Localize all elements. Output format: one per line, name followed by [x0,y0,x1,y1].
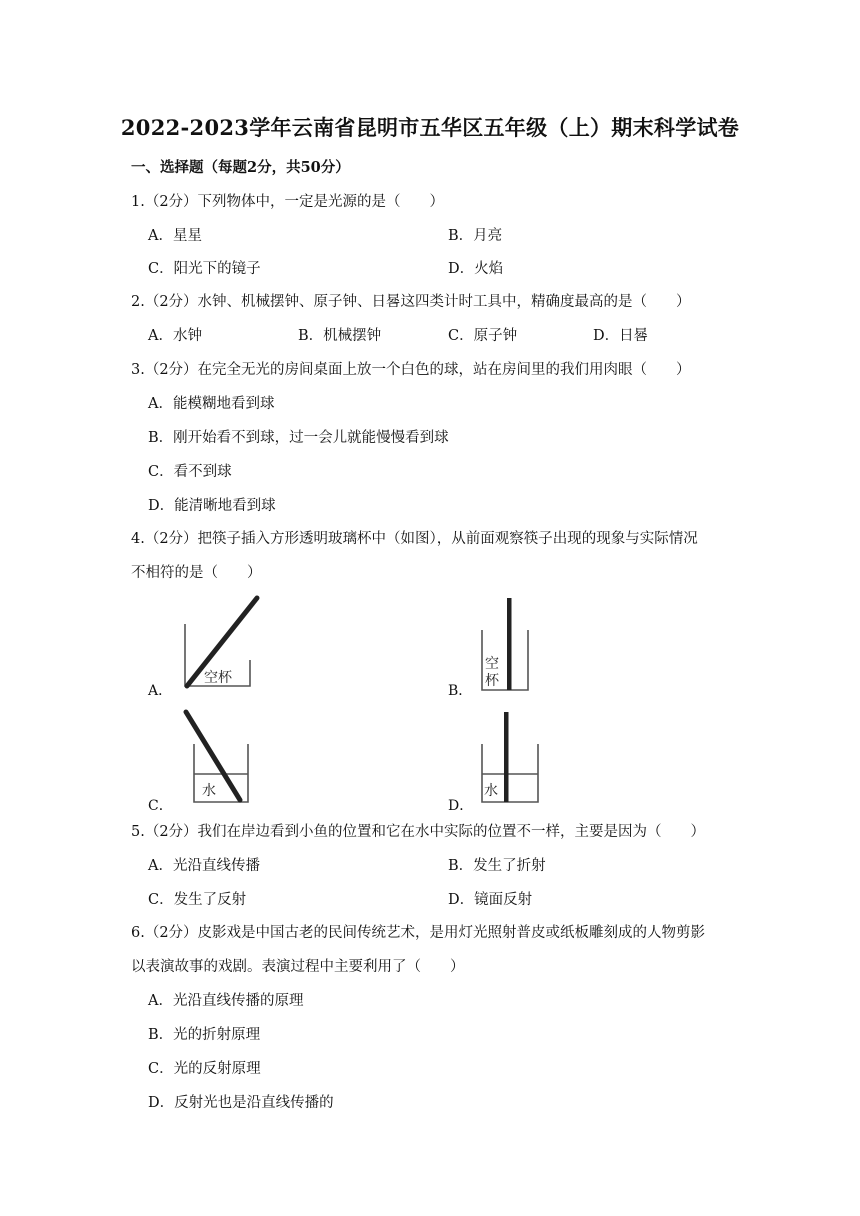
question-1-option-c[interactable]: C．阳光下的镜子 [148,261,261,277]
question-6-option-d[interactable]: D．反射光也是沿直线传播的 [148,1095,334,1111]
question-5-option-c[interactable]: C．发生了反射 [148,892,247,908]
question-1-option-a[interactable]: A．星星 [148,228,202,244]
question-2-option-b[interactable]: B．机械摆钟 [298,328,382,344]
question-4-option-c[interactable]: C． [148,798,173,814]
question-5-option-d[interactable]: D．镜面反射 [448,892,533,908]
question-4-stem-line-2: 不相符的是（ ） [131,565,262,581]
question-6-option-a[interactable]: A．光沿直线传播的原理 [148,993,304,1009]
question-2-option-d[interactable]: D．日晷 [593,328,649,344]
question-5-option-a[interactable]: A．光沿直线传播 [148,858,260,874]
question-3-option-c[interactable]: C．看不到球 [148,464,232,480]
question-4-option-b[interactable]: B． [448,683,473,699]
question-1-stem: 1.（2分）下列物体中，一定是光源的是（ ） [131,194,445,210]
question-4-option-a[interactable]: A． [148,683,173,699]
figure-b-label-top: 空 [485,656,499,672]
question-6-stem-line-1: 6.（2分）皮影戏是中国古老的民间传统艺术，是用灯光照射普皮或纸板雕刻成的人物剪影 [131,925,706,941]
question-6-option-c[interactable]: C．光的反射原理 [148,1061,261,1077]
question-4-stem-line-1: 4.（2分）把筷子插入方形透明玻璃杯中（如图），从前面观察筷子出现的现象与实际情况 [131,531,698,547]
question-6-stem-line-2: 以表演故事的戏剧。表演过程中主要利用了（ ） [131,959,465,975]
question-3-stem: 3.（2分）在完全无光的房间桌面上放一个白色的球，站在房间里的我们用肉眼（ ） [131,362,691,378]
question-5-stem: 5.（2分）我们在岸边看到小鱼的位置和它在水中实际的位置不一样，主要是因为（ ） [131,824,706,840]
figure-c-water-cup-slanted-chopstick [180,708,260,806]
question-2-stem: 2.（2分）水钟、机械摆钟、原子钟、日晷这四类计时工具中，精确度最高的是（ ） [131,294,691,310]
figure-c-label: 水 [202,783,216,799]
question-1-option-b[interactable]: B．月亮 [448,228,503,244]
figure-d-water-cup-vertical-chopstick [478,708,548,806]
figure-b-label-bottom: 杯 [485,673,499,689]
question-3-option-d[interactable]: D．能清晰地看到球 [148,498,276,514]
question-5-option-b[interactable]: B．发生了折射 [448,858,546,874]
figure-b-empty-cup-vertical-chopstick [478,594,548,692]
question-6-option-b[interactable]: B．光的折射原理 [148,1027,261,1043]
question-3-option-a[interactable]: A．能模糊地看到球 [148,396,275,412]
figure-a-empty-cup-slanted-chopstick [180,594,270,690]
question-3-option-b[interactable]: B．刚开始看不到球，过一会儿就能慢慢看到球 [148,430,449,446]
figure-a-label: 空杯 [204,670,232,686]
question-1-option-d[interactable]: D．火焰 [448,261,504,277]
exam-title: 2022-2023学年云南省昆明市五华区五年级（上）期末科学试卷 [120,115,740,140]
section-heading: 一、选择题（每题2分，共50分） [131,159,350,176]
question-2-option-c[interactable]: C．原子钟 [448,328,518,344]
question-4-option-d[interactable]: D． [448,798,474,814]
figure-d-label: 水 [484,783,498,799]
question-2-option-a[interactable]: A．水钟 [148,328,202,344]
